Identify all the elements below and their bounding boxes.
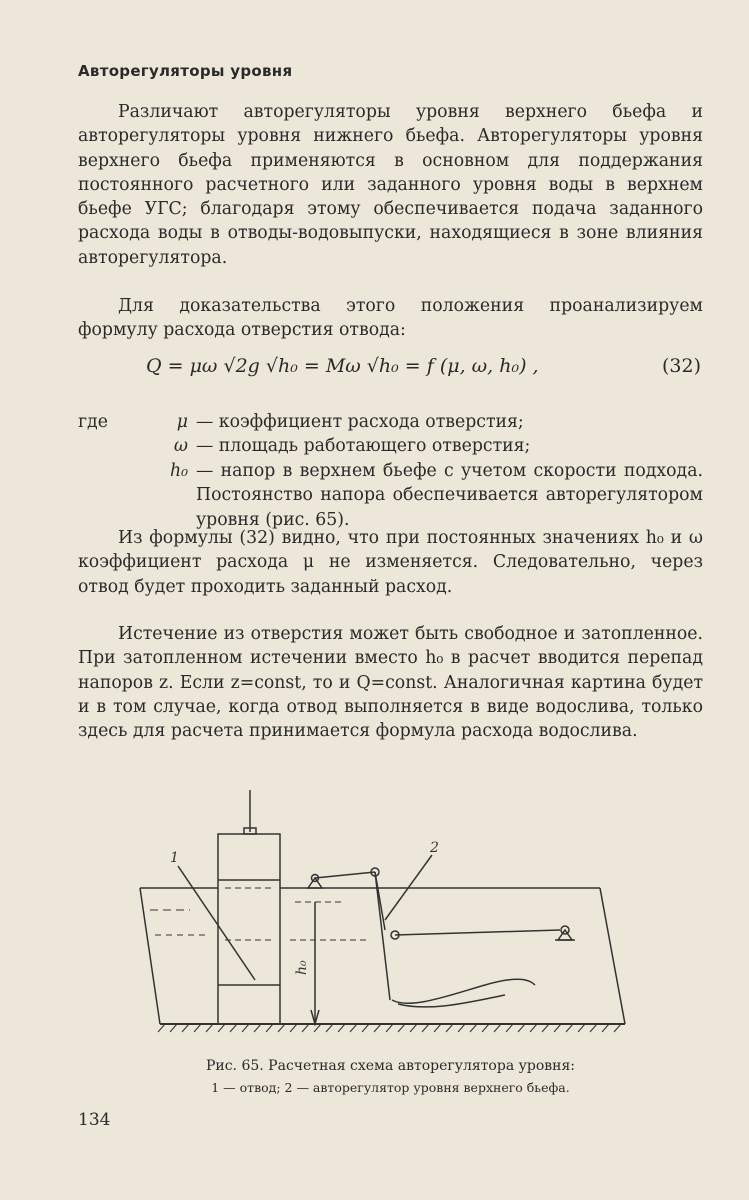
figure-caption-legend: 1 — отвод; 2 — авторегулятор уровня верхнего бьефа. xyxy=(211,1080,570,1095)
paragraph-3: Из формулы (32) видно, что при постоянных значениях h₀ и ω коэффициент расхода μ не изменяется. Следовательно, через отвод будет проходить заданный расход. xyxy=(78,528,703,597)
section-heading: Авторегуляторы уровня xyxy=(78,62,293,80)
definition-text: — коэффициент расхода отверстия; xyxy=(196,412,524,432)
figure-caption: Рис. 65. Расчетная схема авторегулятора уровня: xyxy=(205,1058,576,1074)
paragraph-1: Различают авторегуляторы уровня верхнего бьефа и авторегуляторы уровня нижнего бьефа. Авторегуляторы уровня верхнего бьефа применяются в основном для поддержания постоянного расчетного или заданного уровня воды в верхнем бьефе УГС; благодаря этому обеспечивается подача заданного расхода воды в отводы-водовыпуски, находящиеся в зоне влияния авторегулятора. xyxy=(78,102,703,268)
figure-label-2: 2 xyxy=(430,840,439,856)
definition-symbol: h₀ xyxy=(169,461,188,481)
page-number: 134 xyxy=(78,1110,111,1130)
definition-text: — напор в верхнем бьефе с учетом скорости подхода. Постоянство напора обеспечивается авторегулятором уровня (рис. 65). xyxy=(196,461,703,530)
formula-expression: Q = μω √2g √h₀ = Mω √h₀ = f (μ, ω, h₀) , xyxy=(146,355,539,377)
paragraph-2: Для доказательства этого положения проанализируем формулу расхода отверстия отвода: xyxy=(78,296,703,341)
definition-symbol: ω xyxy=(173,436,188,456)
paragraph-4: Истечение из отверстия может быть свободное и затопленное. При затопленном истечении вместо h₀ в расчет вводится перепад напоров z. Если z=const, то и Q=const. Аналогичная картина будет и в том случае, когда отвод выполняется в виде водослива, только здесь для расчета принимается формула расхода водослива. xyxy=(78,624,703,742)
where-label: где xyxy=(78,412,108,432)
definition-symbol: μ xyxy=(176,412,188,432)
figure-label-1: 1 xyxy=(170,850,179,866)
figure-65-diagram xyxy=(130,790,640,1040)
figure-label-h0: h₀ xyxy=(294,960,310,975)
formula-number: (32) xyxy=(661,355,701,377)
definition-text: — площадь работающего отверстия; xyxy=(196,436,531,456)
